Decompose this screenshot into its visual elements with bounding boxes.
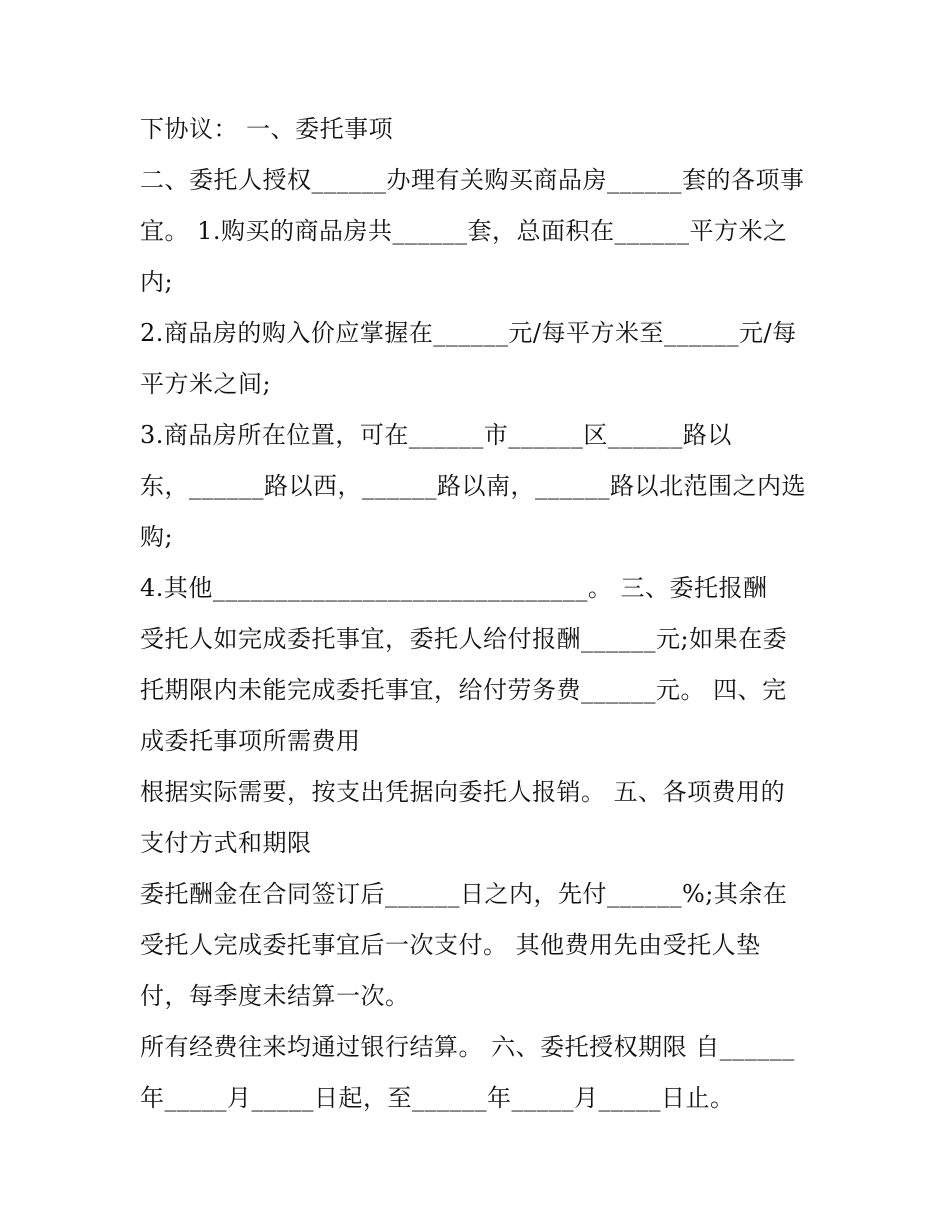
- text-line: 3.商品房所在位置，可在______市______区______路以: [140, 421, 732, 449]
- text-line: 二、委托人授权______办理有关购买商品房______套的各项事: [140, 166, 805, 194]
- text-line: 宜。 1.购买的商品房共______套，总面积在______平方米之: [140, 217, 788, 245]
- text-line: 内;: [140, 268, 174, 296]
- text-line: 平方米之间;: [140, 370, 272, 398]
- text-line: 成委托事项所需费用: [140, 727, 361, 755]
- text-line: 年_____月_____日起，至______年_____月_____日止。: [140, 1084, 735, 1112]
- text-line: 东，______路以西，______路以南，______路以北范围之内选: [140, 472, 806, 500]
- text-line: 根据实际需要，按支出凭据向委托人报销。 五、各项费用的: [140, 778, 786, 806]
- text-line: 托期限内未能完成委托事宜，给付劳务费______元。 四、完: [140, 676, 787, 704]
- text-line: 委托酬金在合同签订后______日之内，先付______%;其余在: [140, 880, 788, 908]
- text-line: 付，每季度未结算一次。: [140, 982, 410, 1010]
- text-line: 下协议： 一、委托事项: [140, 115, 394, 143]
- text-line: 受托人完成委托事宜后一次支付。 其他费用先由受托人垫: [140, 931, 761, 959]
- document-body: [140, 107, 830, 1127]
- text-line: 所有经费往来均通过银行结算。 六、委托授权期限 自______: [140, 1033, 795, 1061]
- text-line: 受托人如完成委托事宜，委托人给付报酬______元;如果在委: [140, 625, 788, 653]
- text-line: 购;: [140, 523, 174, 551]
- text-line: 支付方式和期限: [140, 829, 312, 857]
- text-line: 4.其他______________________________。 三、委托报酬: [140, 574, 768, 602]
- text-line: 2.商品房的购入价应掌握在______元/每平方米至______元/每: [140, 319, 797, 347]
